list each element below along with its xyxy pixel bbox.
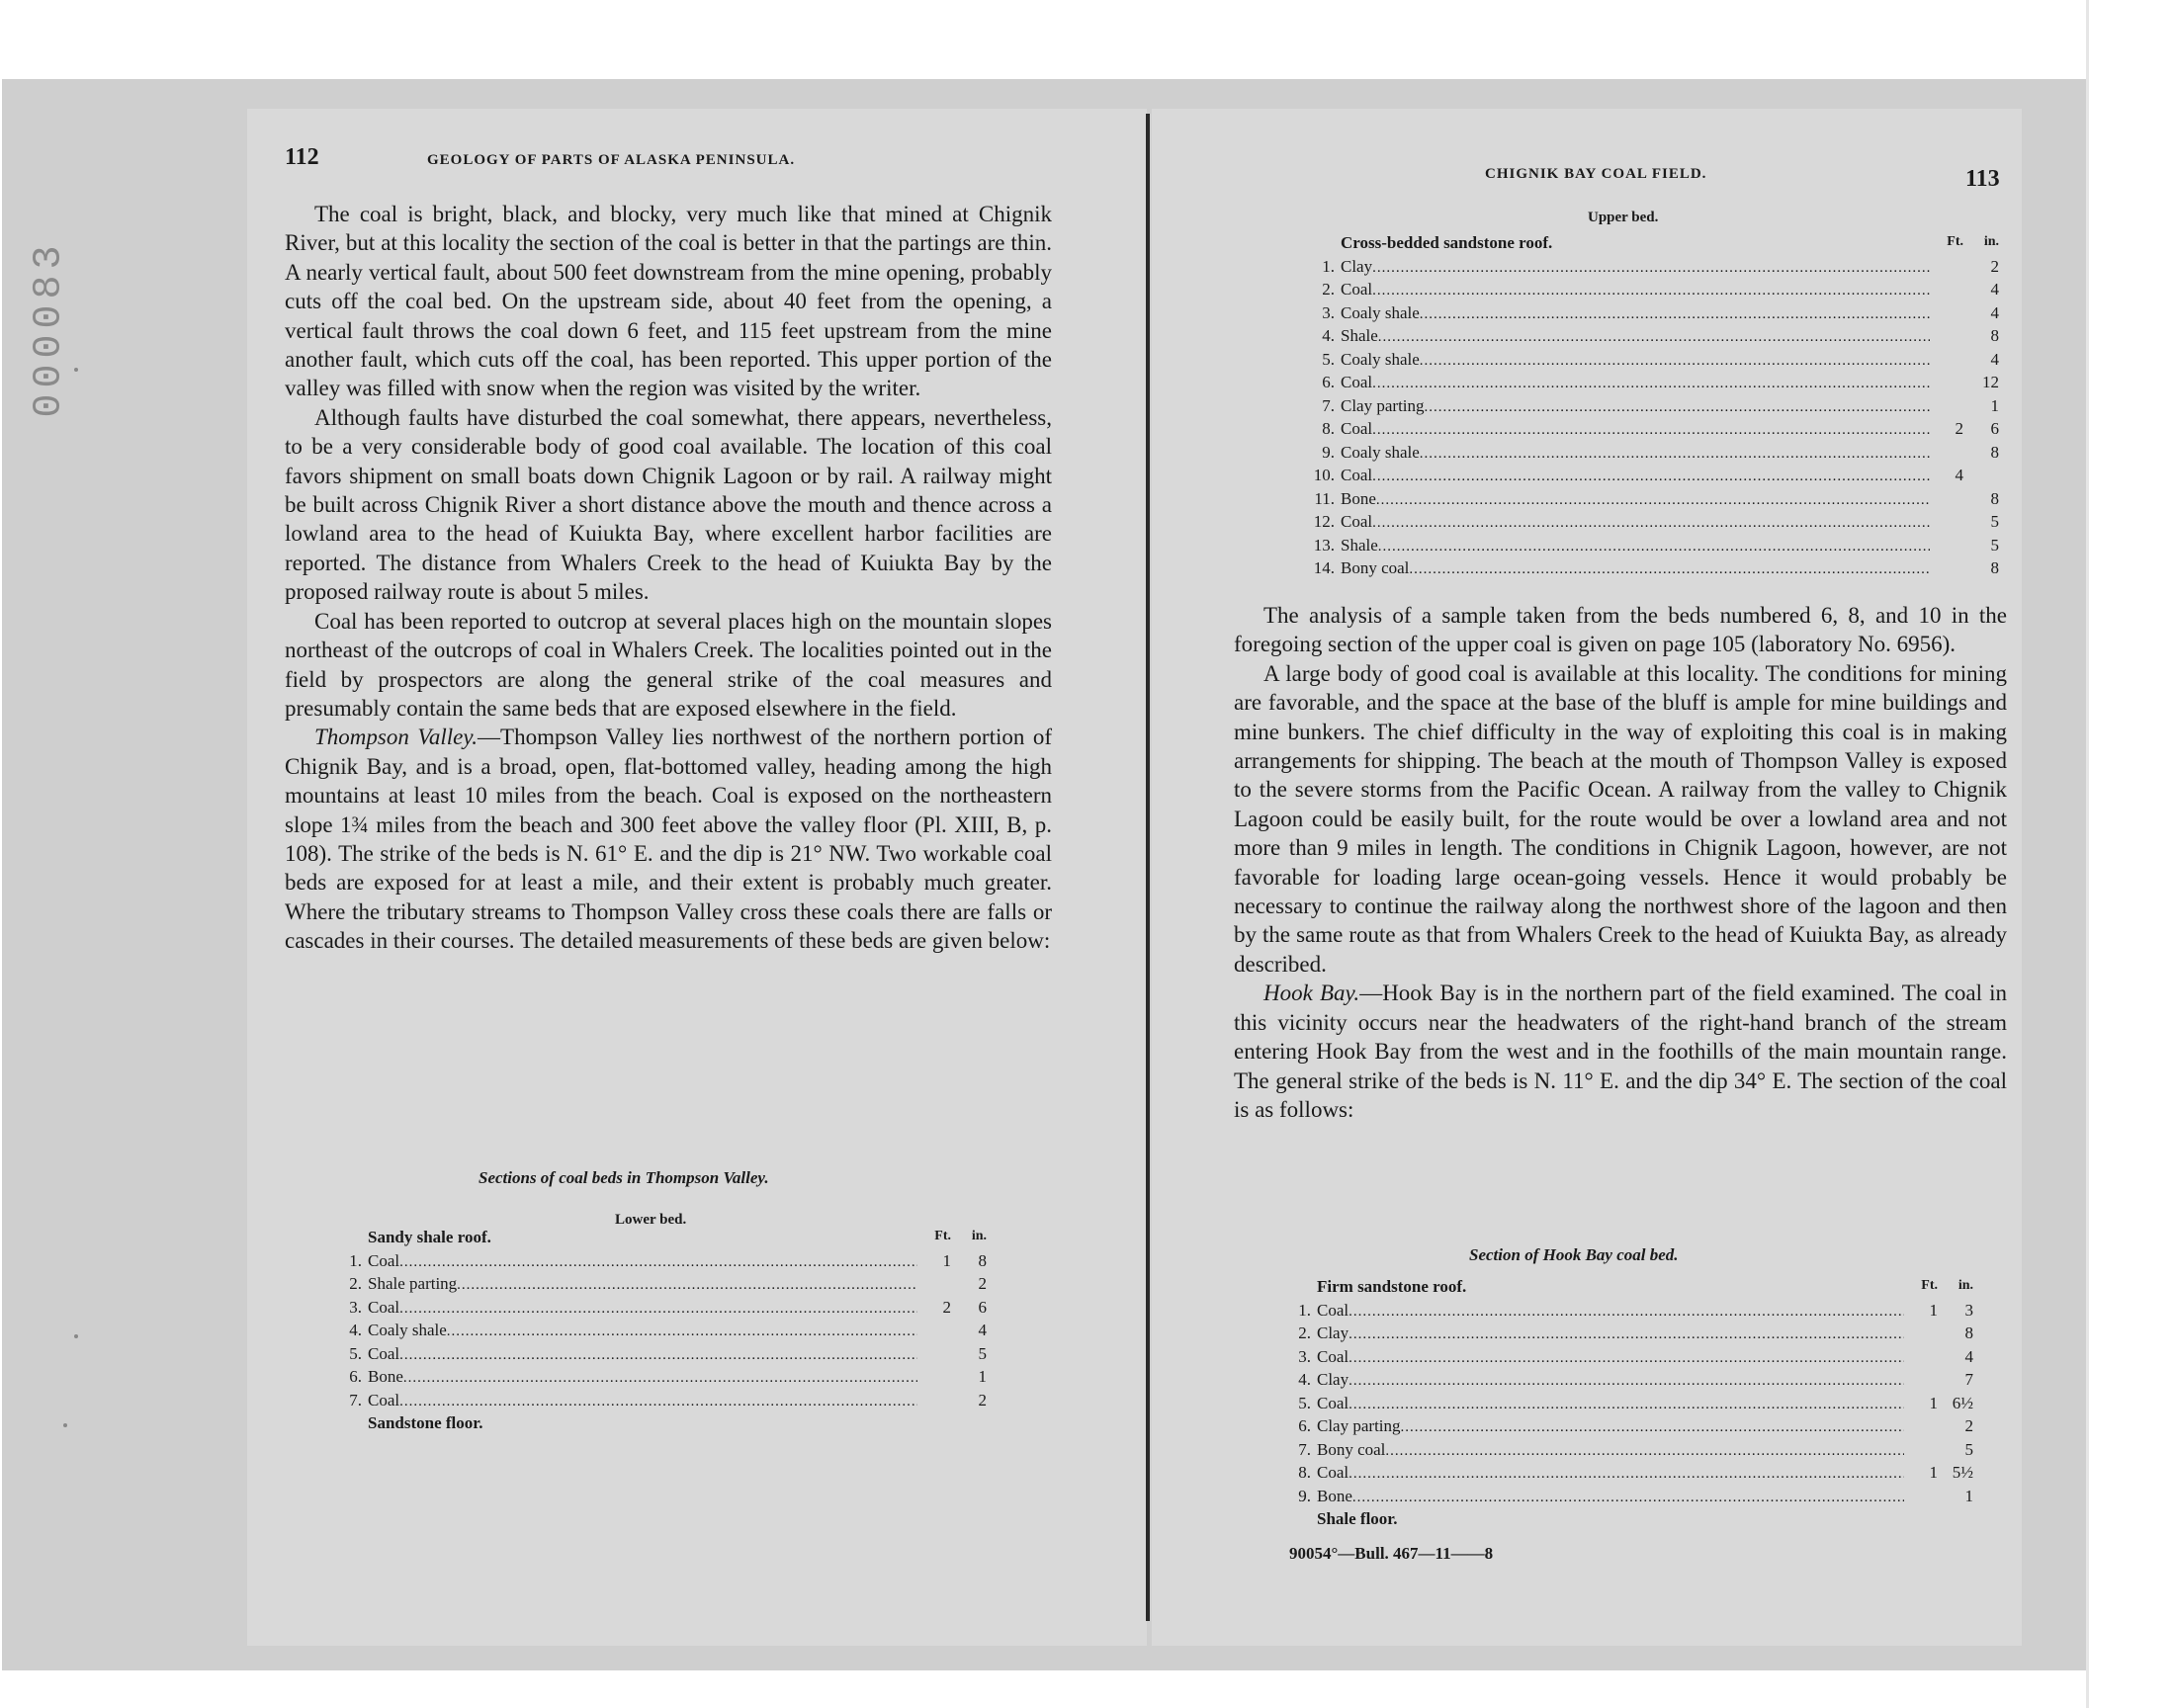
- upper-bed-rows: [1305, 255, 1999, 580]
- row-material: Clay: [1341, 256, 1373, 276]
- leader-dots: [1425, 396, 1930, 420]
- row-number: 2.: [349, 1274, 362, 1293]
- table-row: [1305, 417, 1999, 441]
- row-material: Bone: [1317, 1486, 1352, 1505]
- leader-dots: [1409, 558, 1930, 582]
- row-number: 2.: [1298, 1324, 1311, 1342]
- row-material: Coaly shale: [368, 1321, 447, 1339]
- column-headers: Ft. in.: [1921, 1277, 1973, 1293]
- row-number: 4.: [1322, 326, 1335, 345]
- row-feet: 1: [942, 1250, 951, 1270]
- row-number: 7.: [349, 1390, 362, 1409]
- lower-bed-table: [332, 1226, 987, 1435]
- row-feet: 2: [942, 1297, 951, 1317]
- leader-dots: [457, 1274, 917, 1298]
- table-row: [1305, 441, 1999, 465]
- row-material: Bony coal: [1317, 1439, 1386, 1459]
- row-inches: 8: [1990, 488, 1999, 508]
- row-material: Coal: [1317, 1300, 1349, 1320]
- table-row: [332, 1249, 987, 1273]
- row-material: Coal: [1341, 280, 1373, 299]
- leader-dots: [1420, 350, 1930, 374]
- row-number: 4.: [349, 1321, 362, 1339]
- table-row: [1305, 394, 1999, 418]
- row-inches: 2: [1964, 1416, 1973, 1435]
- row-material: Shale parting: [368, 1274, 458, 1293]
- row-inches: 3: [1964, 1300, 1973, 1320]
- leader-dots: [1348, 1301, 1904, 1324]
- leader-dots: [447, 1321, 917, 1344]
- leader-dots: [1401, 1416, 1904, 1440]
- roof-label: Cross-bedded sandstone roof.: [1341, 233, 1553, 252]
- row-number: 4.: [1298, 1370, 1311, 1389]
- row-inches: 8: [978, 1250, 987, 1270]
- table-row: [332, 1319, 987, 1342]
- upper-bed-table: [1305, 231, 1999, 580]
- scan-edge: [2086, 0, 2089, 1708]
- left-page-number: 112: [285, 144, 319, 170]
- paragraph: A large body of good coal is available at this locality. The conditions for mining are favorable, and the space at the base of the bluff is ample for mine buildings and mine bunkers. The chief difficulty in the way of exploiting this coal is in making arrangements for shipping. The beach at the mouth of Thompson Valley is exposed to the severe storms from the Pacific Ocean. A railway from the valley to Chignik Lagoon could be easily built, for the route would be over a lowland area and not more than 9 miles in length. The conditions in Chignik Lagoon, however, are not favorable for loading large ocean-going vessels. Hence it would probably be necessary to continue the railway along the northwest shore of the lagoon and then by the same route as that from Whalers Creek to the head of Kuiukta Bay, as already described.: [1234, 660, 2007, 977]
- row-inches: 4: [1990, 280, 1999, 299]
- row-number: 14.: [1313, 558, 1335, 577]
- row-inches: 5: [1990, 535, 1999, 555]
- row-material: Coal: [368, 1297, 400, 1317]
- table-row: [1281, 1461, 1973, 1485]
- table-row: [332, 1342, 987, 1366]
- row-number: 6.: [1322, 373, 1335, 391]
- leader-dots: [1376, 489, 1930, 513]
- table-row: [1305, 487, 1999, 511]
- row-material: Bone: [1341, 488, 1376, 508]
- leader-dots: [1378, 326, 1930, 350]
- row-number: 3.: [349, 1297, 362, 1317]
- print-footer: 90054°—Bull. 467—11——8: [1289, 1544, 1494, 1563]
- leader-dots: [1348, 1463, 1904, 1487]
- row-material: Coaly shale: [1341, 442, 1420, 462]
- leader-dots: [1372, 257, 1930, 281]
- paragraph: Although faults have disturbed the coal somewhat, there appears, nevertheless, to be a very considerable body of good coal available. The location of this coal favors shipment on small boats down Chignik Lagoon or by rail. A railway might be built across Chignik River a short distance above the mouth and thence across a lowland area to the head of Kuiukta Bay, where excellent harbor facilities are reported. The distance from Whalers Creek to the head of Kuiukta Bay by the proposed railway route is about 5 miles.: [285, 404, 1052, 605]
- table-row: [1305, 301, 1999, 325]
- page-gutter: [1146, 114, 1150, 1621]
- table-row: [332, 1296, 987, 1320]
- row-inches: 4: [1990, 302, 1999, 322]
- table-row: [1281, 1485, 1973, 1508]
- right-running-title: CHIGNIK BAY COAL FIELD.: [1485, 166, 1707, 182]
- row-material: Clay parting: [1317, 1416, 1401, 1435]
- row-material: Coaly shale: [1341, 349, 1420, 369]
- row-number: 7.: [1298, 1439, 1311, 1459]
- row-material: Coaly shale: [1341, 302, 1420, 322]
- table-row: [1305, 534, 1999, 557]
- leader-dots: [1372, 373, 1930, 396]
- row-inches: 2: [978, 1390, 987, 1409]
- scan-speck: [63, 1423, 67, 1427]
- table-caption: Sections of coal beds in Thompson Valley.: [478, 1168, 769, 1187]
- row-feet: 1: [1929, 1300, 1938, 1320]
- row-inches: 8: [1990, 558, 1999, 577]
- row-number: 1.: [349, 1250, 362, 1270]
- row-feet: 4: [1955, 466, 1963, 484]
- row-material: Coal: [368, 1390, 400, 1409]
- leader-dots: [399, 1298, 917, 1322]
- paragraph-thompson-valley: Thompson Valley.—Thompson Valley lies northwest of the northern portion of Chignik Bay, and is a broad, open, flat-bottomed valley, heading among the high mountains at least 10 miles from the beach. Coal is exposed on the northeastern slope 1¾ miles from the beach and 300 feet above the valley floor (Pl. XIII, B, p. 108). The strike of the beds is N. 61° E. and the dip is 21° NW. Two workable coal beds are exposed for at least a mile, and their extent is probably much greater. Where the tributary streams to Thompson Valley cross these coals there are falls or cascades in their courses. The detailed measurements of these beds are given below:: [285, 725, 1053, 954]
- row-number: 5.: [1298, 1393, 1311, 1412]
- row-inches: 6½: [1952, 1393, 1973, 1412]
- row-material: Clay: [1317, 1324, 1349, 1342]
- table-row: [1305, 464, 1999, 487]
- scan-speck: [74, 368, 78, 372]
- table-row: [1305, 371, 1999, 394]
- row-material: Clay: [1317, 1370, 1349, 1389]
- leader-dots: [1348, 1347, 1904, 1371]
- table-row: [1305, 556, 1999, 580]
- row-inches: 1: [1964, 1486, 1973, 1505]
- table-row: [1281, 1414, 1973, 1438]
- row-material: Coal: [1341, 373, 1373, 391]
- leader-dots: [399, 1251, 917, 1275]
- table-row: [1281, 1322, 1973, 1345]
- row-inches: 5: [1990, 512, 1999, 531]
- row-number: 9.: [1322, 442, 1335, 462]
- row-inches: 8: [1964, 1324, 1973, 1342]
- leader-dots: [1372, 419, 1930, 443]
- table-row: [1305, 324, 1999, 348]
- row-material: Coal: [1341, 419, 1373, 438]
- row-material: Coal: [1317, 1463, 1349, 1482]
- hook-heading: Hook Bay.: [1263, 981, 1360, 1006]
- table-row: [1305, 348, 1999, 372]
- lower-bed-rows: [332, 1249, 987, 1412]
- row-inches: 4: [1964, 1346, 1973, 1366]
- leader-dots: [399, 1391, 917, 1414]
- row-number: 3.: [1322, 302, 1335, 322]
- row-inches: 12: [1982, 373, 1999, 391]
- column-headers: Ft. in.: [934, 1228, 987, 1243]
- leader-dots: [1372, 280, 1930, 303]
- table-row: [332, 1389, 987, 1412]
- hook-bay-rows: [1281, 1299, 1973, 1508]
- row-number: 6.: [1298, 1416, 1311, 1435]
- row-number: 12.: [1313, 512, 1335, 531]
- row-material: Shale: [1341, 535, 1378, 555]
- row-number: 1.: [1298, 1300, 1311, 1320]
- leader-dots: [403, 1367, 917, 1391]
- leader-dots: [1378, 536, 1930, 559]
- table-row: [1281, 1345, 1973, 1369]
- paragraph: Coal has been reported to outcrop at several places high on the mountain slopes northeast of the outcrops of coal in Whalers Creek. The localities pointed out in the field by prospectors are along the general strike of the coal measures and presumably contain the same beds that are exposed elsewhere in the field.: [285, 608, 1052, 721]
- right-page-number: 113: [1965, 166, 2000, 192]
- row-number: 5.: [1322, 349, 1335, 369]
- leader-dots: [1372, 466, 1930, 489]
- row-inches: 5: [1964, 1439, 1973, 1459]
- paragraph-hook-bay: Hook Bay.—Hook Bay is in the northern part of the field examined. The coal in this vicinity occurs near the headwaters of the right-hand branch of the stream entering Hook Bay from the west and in the foothills of the main mountain range. The general strike of the beds is N. 11° E. and the dip 34° E. The section of the coal is as follows:: [1234, 981, 2008, 1122]
- hook-table-caption: Section of Hook Bay coal bed.: [1469, 1245, 1679, 1264]
- left-running-title: GEOLOGY OF PARTS OF ALASKA PENINSULA.: [427, 152, 796, 168]
- row-number: 2.: [1322, 280, 1335, 299]
- row-number: 1.: [1322, 256, 1335, 276]
- row-inches: 1: [1990, 395, 1999, 415]
- leader-dots: [1385, 1440, 1904, 1464]
- leader-dots: [1420, 443, 1930, 467]
- leader-dots: [399, 1344, 917, 1368]
- floor-label: Shale floor.: [1317, 1509, 1398, 1528]
- leader-dots: [1420, 303, 1930, 327]
- leader-dots: [1348, 1394, 1904, 1417]
- left-body-text: [285, 200, 1052, 956]
- table-row: [332, 1365, 987, 1389]
- row-number: 11.: [1314, 488, 1335, 508]
- row-material: Coal: [1317, 1393, 1349, 1412]
- archive-stamp: 000083: [27, 239, 72, 418]
- row-inches: 1: [978, 1367, 987, 1386]
- thompson-heading: Thompson Valley.: [314, 725, 478, 750]
- right-body-text: [1234, 601, 2007, 1124]
- row-number: 6.: [349, 1367, 362, 1386]
- table-row: [1305, 278, 1999, 301]
- row-number: 10.: [1313, 466, 1335, 484]
- lower-bed-title: Lower bed.: [615, 1212, 687, 1228]
- scan-speck: [74, 1334, 78, 1338]
- upper-bed-title: Upper bed.: [1588, 210, 1659, 225]
- table-row: [1305, 255, 1999, 279]
- leader-dots: [1348, 1324, 1904, 1347]
- leader-dots: [1352, 1487, 1904, 1510]
- row-number: 5.: [349, 1343, 362, 1363]
- row-inches: 5: [978, 1343, 987, 1363]
- row-material: Coal: [368, 1343, 400, 1363]
- row-material: Shale: [1341, 326, 1378, 345]
- leader-dots: [1348, 1370, 1904, 1394]
- row-number: 8.: [1298, 1463, 1311, 1482]
- row-material: Coal: [1341, 512, 1373, 531]
- row-number: 13.: [1313, 535, 1335, 555]
- row-material: Coal: [368, 1250, 400, 1270]
- roof-label: Sandy shale roof.: [368, 1228, 491, 1246]
- row-number: 9.: [1298, 1486, 1311, 1505]
- row-material: Bone: [368, 1367, 403, 1386]
- table-row: [1281, 1392, 1973, 1415]
- paragraph: The analysis of a sample taken from the beds numbered 6, 8, and 10 in the foregoing section of the upper coal is given on page 105 (laboratory No. 6956).: [1234, 603, 2007, 657]
- table-row: [1281, 1299, 1973, 1323]
- row-feet: 1: [1929, 1463, 1938, 1482]
- row-inches: 6: [978, 1297, 987, 1317]
- row-feet: 1: [1929, 1393, 1938, 1412]
- row-material: Clay parting: [1341, 395, 1425, 415]
- row-inches: 4: [978, 1321, 987, 1339]
- row-inches: 7: [1964, 1370, 1973, 1389]
- row-number: 3.: [1298, 1346, 1311, 1366]
- table-row: [1305, 510, 1999, 534]
- floor-label: Sandstone floor.: [368, 1413, 483, 1432]
- paragraph: The coal is bright, black, and blocky, very much like that mined at Chignik River, but at this locality the section of the coal is better in that the partings are thin. A nearly vertical fault, about 500 feet downstream from the mine opening, probably cuts off the coal bed. On the upstream side, about 40 feet from the opening, a vertical fault throws the coal down 6 feet, and 115 feet upstream from the mine another fault, which cuts off the coal, has been reported. This upper portion of the valley was filled with snow when the region was visited by the writer.: [285, 202, 1052, 401]
- row-inches: 8: [1990, 326, 1999, 345]
- row-inches: 4: [1990, 349, 1999, 369]
- table-row: [1281, 1438, 1973, 1462]
- row-number: 7.: [1322, 395, 1335, 415]
- table-row: [1281, 1368, 1973, 1392]
- row-number: 8.: [1322, 419, 1335, 438]
- row-inches: 5½: [1952, 1463, 1973, 1482]
- hook-bay-table: [1281, 1275, 1973, 1531]
- row-material: Coal: [1317, 1346, 1349, 1366]
- table-row: [332, 1272, 987, 1296]
- roof-label: Firm sandstone roof.: [1317, 1277, 1467, 1296]
- row-inches: 6: [1990, 419, 1999, 438]
- row-inches: 2: [1990, 256, 1999, 276]
- row-inches: 2: [978, 1274, 987, 1293]
- leader-dots: [1372, 512, 1930, 536]
- row-material: Coal: [1341, 466, 1373, 484]
- row-feet: 2: [1955, 419, 1963, 438]
- row-material: Bony coal: [1341, 558, 1410, 577]
- column-headers: Ft. in.: [1947, 233, 1999, 249]
- row-inches: 8: [1990, 442, 1999, 462]
